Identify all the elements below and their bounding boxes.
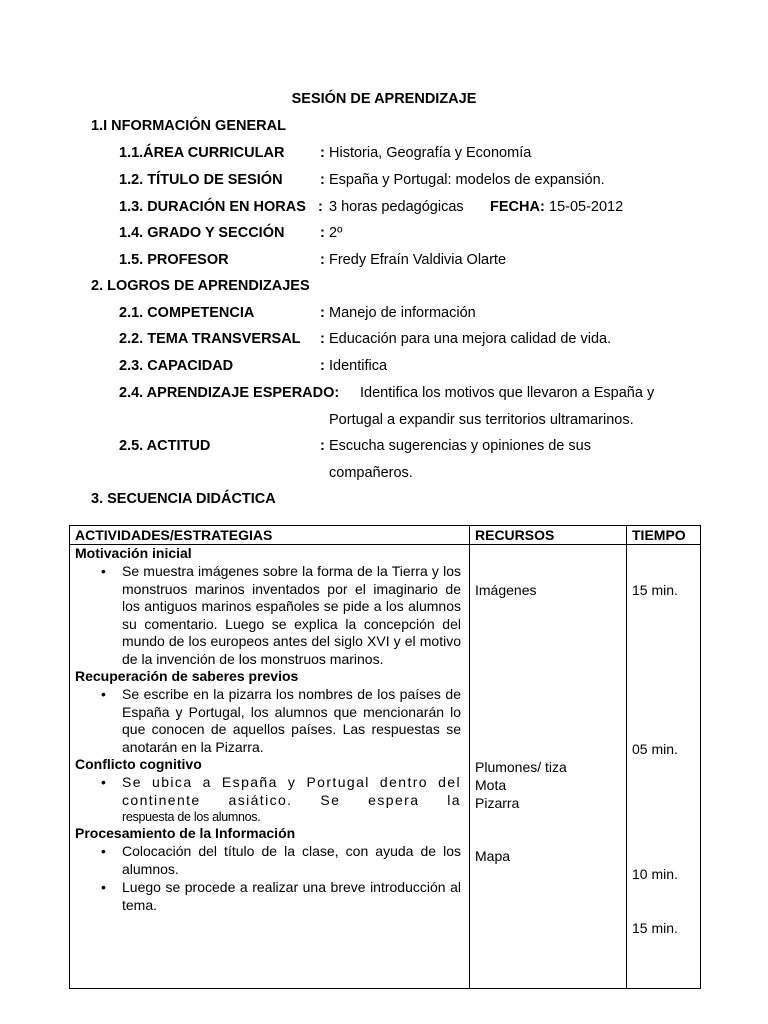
resources-cell xyxy=(470,545,627,989)
resource-item: Mota xyxy=(475,777,507,793)
list-item-text: Colocación del título de la clase, con ayuda de los alumnos. xyxy=(122,843,461,877)
info-label: 1.1.ÁREA CURRICULAR xyxy=(119,145,285,161)
bullet-icon: • xyxy=(101,774,106,790)
time-item: 15 min. xyxy=(632,582,678,598)
list-item-text: respuesta de los alumnos. xyxy=(122,810,261,824)
list-item xyxy=(75,843,461,878)
list-item xyxy=(75,686,461,756)
header-resources: RECURSOS xyxy=(470,526,627,545)
list-item xyxy=(75,774,461,809)
achievement-colon: : xyxy=(320,305,325,321)
list-item xyxy=(75,879,461,914)
info-label: 1.4. GRADO Y SECCIÓN xyxy=(119,225,285,241)
document-title: SESIÓN DE APRENDIZAJE xyxy=(291,91,477,107)
achievement-label: 2.1. COMPETENCIA xyxy=(119,305,255,321)
date-value: 15-05-2012 xyxy=(549,199,624,215)
info-colon: : xyxy=(318,199,323,215)
info-value: Fredy Efraín Valdivia Olarte xyxy=(329,252,507,268)
resource-item: Plumones/ tiza xyxy=(475,759,567,775)
block-title-processing: Procesamiento de la Información xyxy=(75,825,296,841)
info-value: Historia, Geografía y Economía xyxy=(329,145,532,161)
info-value: España y Portugal: modelos de expansión. xyxy=(329,172,605,188)
list-item-text: Luego se procede a realizar una breve introducción al tema. xyxy=(122,879,461,913)
section-1-heading: 1.I NFORMACIÓN GENERAL xyxy=(91,118,286,134)
list-item-text: Se muestra imágenes sobre la forma de la Tierra y los monstruos marinos inventados por el imaginario de los antiguos marinos españoles se pide a los alumnos su comentario. Luego se explica la concepción del mundo de los europeos antes del siglo XVI y el motivo de la invención de los monstruos marinos. xyxy=(122,563,461,667)
list-item-text: Se ubica a España y Portugal dentro del continente asiático. Se espera la xyxy=(122,774,461,808)
achievement-label: 2.2. TEMA TRANSVERSAL xyxy=(119,331,301,347)
block-title-cognitive-conflict: Conflicto cognitivo xyxy=(75,756,202,772)
time-cell xyxy=(627,545,701,989)
resource-item: Pizarra xyxy=(475,795,520,811)
bullet-icon: • xyxy=(101,843,106,859)
info-label: 1.2. TÍTULO DE SESIÓN xyxy=(119,172,283,188)
activities-cell xyxy=(70,545,470,989)
list-item xyxy=(75,563,461,668)
info-colon: : xyxy=(320,225,325,241)
resource-item: Mapa xyxy=(475,848,511,864)
time-item: 10 min. xyxy=(632,866,678,882)
table-header-row xyxy=(70,526,701,545)
resource-item: Imágenes xyxy=(475,582,537,598)
block-title-prior-knowledge: Recuperación de saberes previos xyxy=(75,668,299,684)
bullet-icon: • xyxy=(101,879,106,895)
info-colon: : xyxy=(320,252,325,268)
achievement-value-continued: compañeros. xyxy=(329,465,413,481)
section-3-heading: 3. SECUENCIA DIDÁCTICA xyxy=(91,491,276,507)
list-item-continued xyxy=(75,809,461,825)
info-value: 3 horas pedagógicas xyxy=(329,199,464,215)
didactic-sequence-table xyxy=(69,525,701,989)
achievement-value: Manejo de información xyxy=(329,305,476,321)
achievement-label: 2.4. APRENDIZAJE ESPERADO: xyxy=(119,385,340,401)
list-item-text: Se escribe en la pizarra los nombres de los países de España y Portugal, los alumnos que mencionarán lo que conocen de aquellos países. Las respuestas se anotarán en la Pizarra. xyxy=(122,686,461,755)
achievement-value-continued: Portugal a expandir sus territorios ultramarinos. xyxy=(329,412,634,428)
achievement-colon: : xyxy=(320,358,325,374)
bullet-icon: • xyxy=(101,686,106,702)
info-label: 1.3. DURACIÓN EN HORAS xyxy=(119,199,306,215)
achievement-value: Escucha sugerencias y opiniones de sus xyxy=(329,438,591,454)
achievement-value: Identifica los motivos que llevaron a España y xyxy=(360,385,655,401)
achievement-label: 2.5. ACTITUD xyxy=(119,438,211,454)
time-item: 15 min. xyxy=(632,920,678,936)
info-colon: : xyxy=(320,172,325,188)
info-value: 2º xyxy=(329,225,343,241)
table-row xyxy=(70,545,701,989)
time-item: 05 min. xyxy=(632,741,678,757)
info-colon: : xyxy=(320,145,325,161)
header-activities: ACTIVIDADES/ESTRATEGIAS xyxy=(70,526,470,545)
achievement-value: Educación para una mejora calidad de vida. xyxy=(329,331,612,347)
bullet-icon: • xyxy=(101,563,106,579)
block-title-motivation: Motivación inicial xyxy=(75,545,192,561)
section-2-heading: 2. LOGROS DE APRENDIZAJES xyxy=(91,278,310,294)
header-time: TIEMPO xyxy=(627,526,701,545)
info-label: 1.5. PROFESOR xyxy=(119,252,229,268)
achievement-value: Identifica xyxy=(329,358,388,374)
date-label: FECHA: xyxy=(490,199,545,215)
achievement-colon: : xyxy=(320,331,325,347)
achievement-colon: : xyxy=(320,438,325,454)
achievement-label: 2.3. CAPACIDAD xyxy=(119,358,234,374)
